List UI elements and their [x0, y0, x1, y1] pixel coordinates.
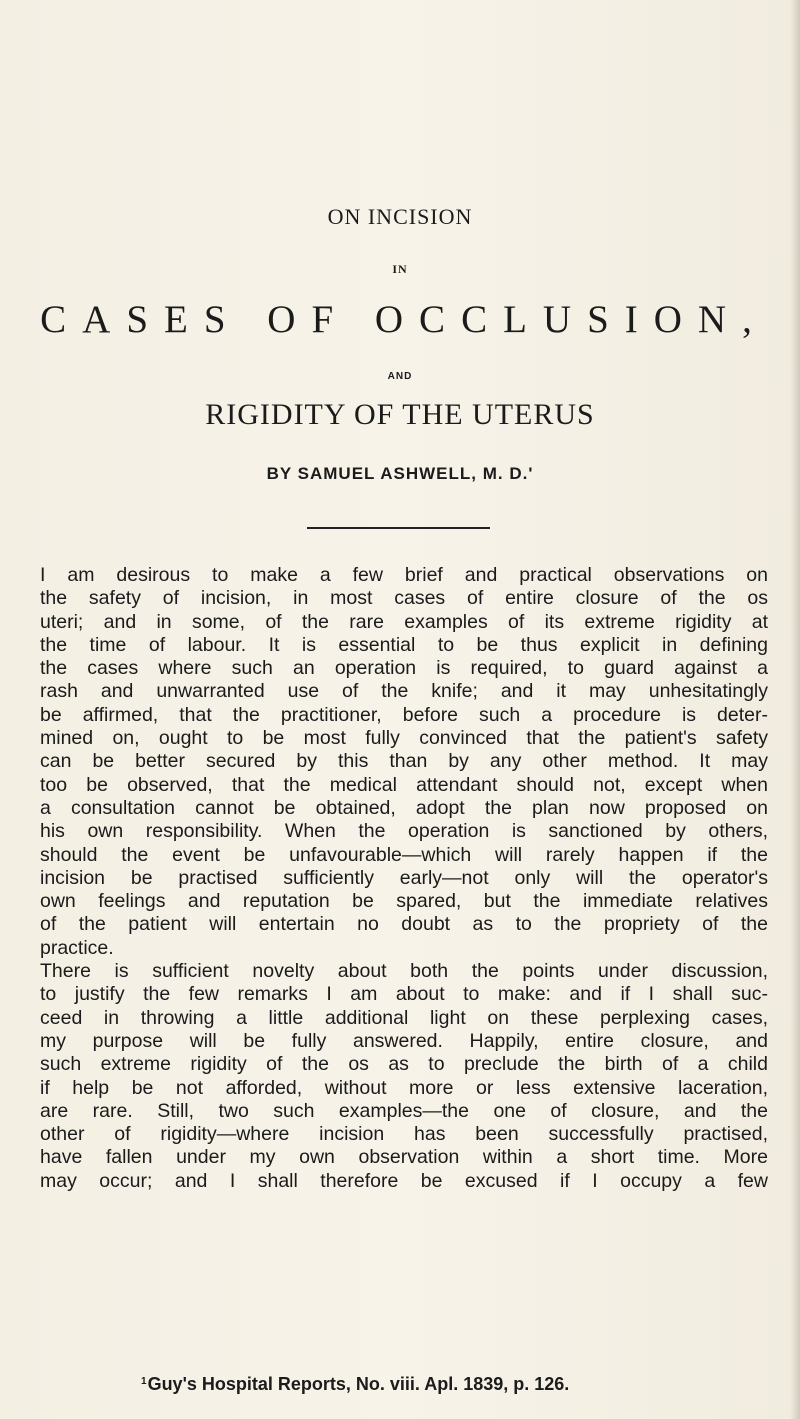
- divider-rule: [307, 527, 490, 529]
- body-line: if help be not afforded, without more or less extensive laceration,: [40, 1076, 768, 1099]
- body-line: the time of labour. It is essential to be thus explicit in defining: [40, 633, 768, 656]
- body-line: such extreme rigidity of the os as to preclude the birth of a child: [40, 1053, 768, 1076]
- body-line: my purpose will be fully answered. Happily, entire closure, and: [40, 1029, 768, 1052]
- body-line: can be better secured by this than by any other method. It may: [40, 750, 768, 773]
- body-line: too be observed, that the medical attendant should not, except when: [40, 773, 768, 796]
- body-line: his own responsibility. When the operation is sanctioned by others,: [40, 820, 768, 843]
- body-line: of the patient will entertain no doubt as to the propriety of the: [40, 913, 768, 936]
- body-line: mined on, ought to be most fully convinced that the patient's safety: [40, 727, 768, 750]
- footnote: [141, 1374, 569, 1395]
- body-line: practice.: [40, 936, 114, 959]
- title-line-and: AND: [387, 371, 413, 382]
- body-line: to justify the few remarks I am about to make: and if I shall suc-: [40, 983, 768, 1006]
- author-byline: BY SAMUEL ASHWELL, M. D.': [266, 464, 534, 483]
- body-line: own feelings and reputation be spared, but the immediate relatives: [40, 890, 768, 913]
- body-line: There is sufficient novelty about both the points under discussion,: [40, 960, 768, 983]
- body-line: should the event be unfavourable—which will rarely happen if the: [40, 843, 768, 866]
- body-line: are rare. Still, two such examples—the one of closure, and the: [40, 1099, 768, 1122]
- body-line: uteri; and in some, of the rare examples of its extreme rigidity at: [40, 610, 768, 633]
- body-line: rash and unwarranted use of the knife; and it may unhesitatingly: [40, 680, 768, 703]
- body-line: may occur; and I shall therefore be excused if I occupy a few: [40, 1169, 768, 1192]
- title-line-rigidity: RIGIDITY OF THE UTERUS: [205, 398, 595, 431]
- title-line-on-incision: ON INCISION: [327, 204, 473, 229]
- body-line: other of rigidity—where incision has been successfully practised,: [40, 1123, 768, 1146]
- body-line: the safety of incision, in most cases of entire closure of the os: [40, 587, 768, 610]
- body-text: [40, 564, 768, 1193]
- body-line: have fallen under my own observation within a short time. More: [40, 1146, 768, 1169]
- body-line: be affirmed, that the practitioner, before such a procedure is deter-: [40, 703, 768, 726]
- title-line-in: IN: [392, 262, 408, 276]
- title-line-cases-of-occlusion: CASES OF OCCLUSION,: [40, 298, 768, 341]
- body-line: ceed in throwing a little additional light on these perplexing cases,: [40, 1006, 768, 1029]
- body-line: the cases where such an operation is required, to guard against a: [40, 657, 768, 680]
- body-line: I am desirous to make a few brief and practical observations on: [40, 564, 768, 586]
- body-line: incision be practised sufficiently early—not only will the operator's: [40, 866, 768, 889]
- footnote-marker: 1: [141, 1376, 147, 1387]
- footnote-text: Guy's Hospital Reports, No. viii. Apl. 1839, p. 126.: [147, 1374, 570, 1394]
- body-line: a consultation cannot be obtained, adopt the plan now proposed on: [40, 796, 768, 819]
